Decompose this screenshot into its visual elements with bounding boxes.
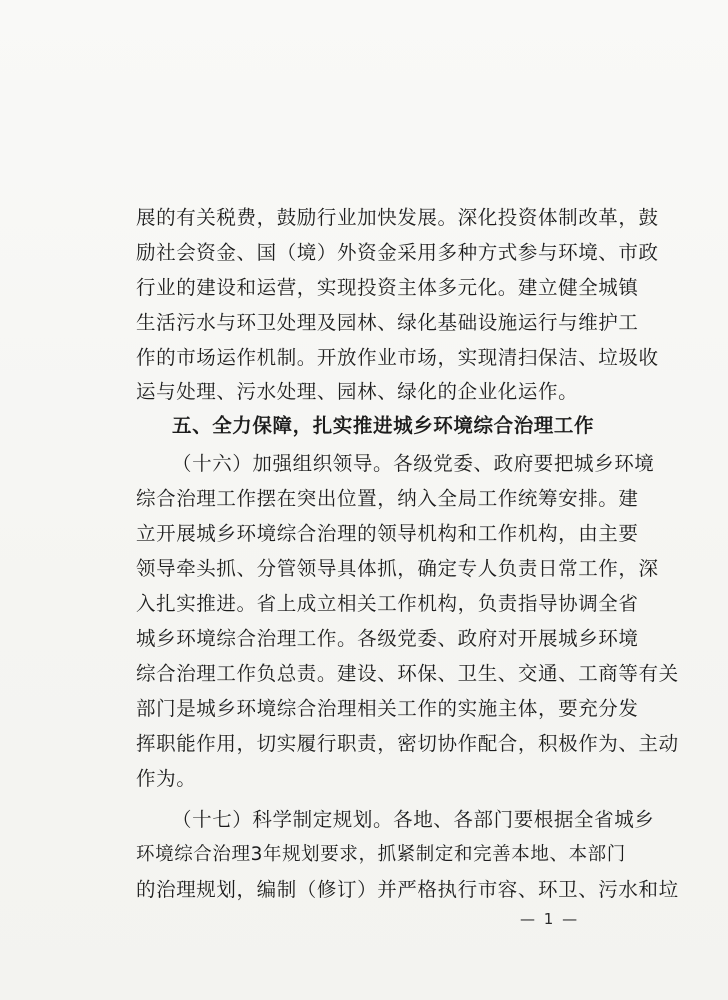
page-number: — 1 — — [520, 910, 580, 928]
text-line: （十七）科学制定规划。各地、各部门要根据全省城乡 — [172, 808, 655, 831]
text-line: 作的市场运作机制。开放作业市场，实现清扫保洁、垃圾收 — [136, 346, 659, 369]
text-line: 综合治理工作摆在突出位置，纳入全局工作统筹安排。建 — [136, 487, 639, 510]
text-line: 城乡环境综合治理工作。各级党委、政府对开展城乡环境 — [136, 627, 639, 650]
section-heading: 五、全力保障，扎实推进城乡环境综合治理工作 — [172, 414, 595, 437]
text-line: 挥职能作用，切实履行职责，密切协作配合，积极作为、主动 — [136, 732, 679, 755]
text-line: 的治理规划，编制（修订）并严格执行市容、环卫、污水和垃 — [136, 878, 679, 901]
text-line: 环境综合治理3年规划要求，抓紧制定和完善本地、本部门 — [136, 844, 626, 865]
text-line: 立开展城乡环境综合治理的领导机构和工作机构，由主要 — [136, 522, 639, 545]
text-line: 入扎实推进。省上成立相关工作机构，负责指导协调全省 — [136, 592, 639, 615]
text-line: 生活污水与环卫处理及园林、绿化基础设施运行与维护工 — [136, 311, 639, 334]
text-line: 综合治理工作负总责。建设、环保、卫生、交通、工商等有关 — [136, 662, 679, 685]
text-line: （十六）加强组织领导。各级党委、政府要把城乡环境 — [172, 452, 655, 475]
text-line: 部门是城乡环境综合治理相关工作的实施主体，要充分发 — [136, 697, 639, 720]
text-line: 励社会资金、国（境）外资金采用多种方式参与环境、市政 — [136, 241, 659, 264]
text-line: 行业的建设和运营，实现投资主体多元化。建立健全城镇 — [136, 276, 639, 299]
text-line: 领导牵头抓、分管领导具体抓，确定专人负责日常工作，深 — [136, 557, 659, 580]
text-line: 作为。 — [136, 767, 197, 790]
text-line: 展的有关税费，鼓励行业加快发展。深化投资体制改革，鼓 — [136, 206, 659, 229]
text-line: 运与处理、污水处理、园林、绿化的企业化运作。 — [136, 380, 579, 403]
